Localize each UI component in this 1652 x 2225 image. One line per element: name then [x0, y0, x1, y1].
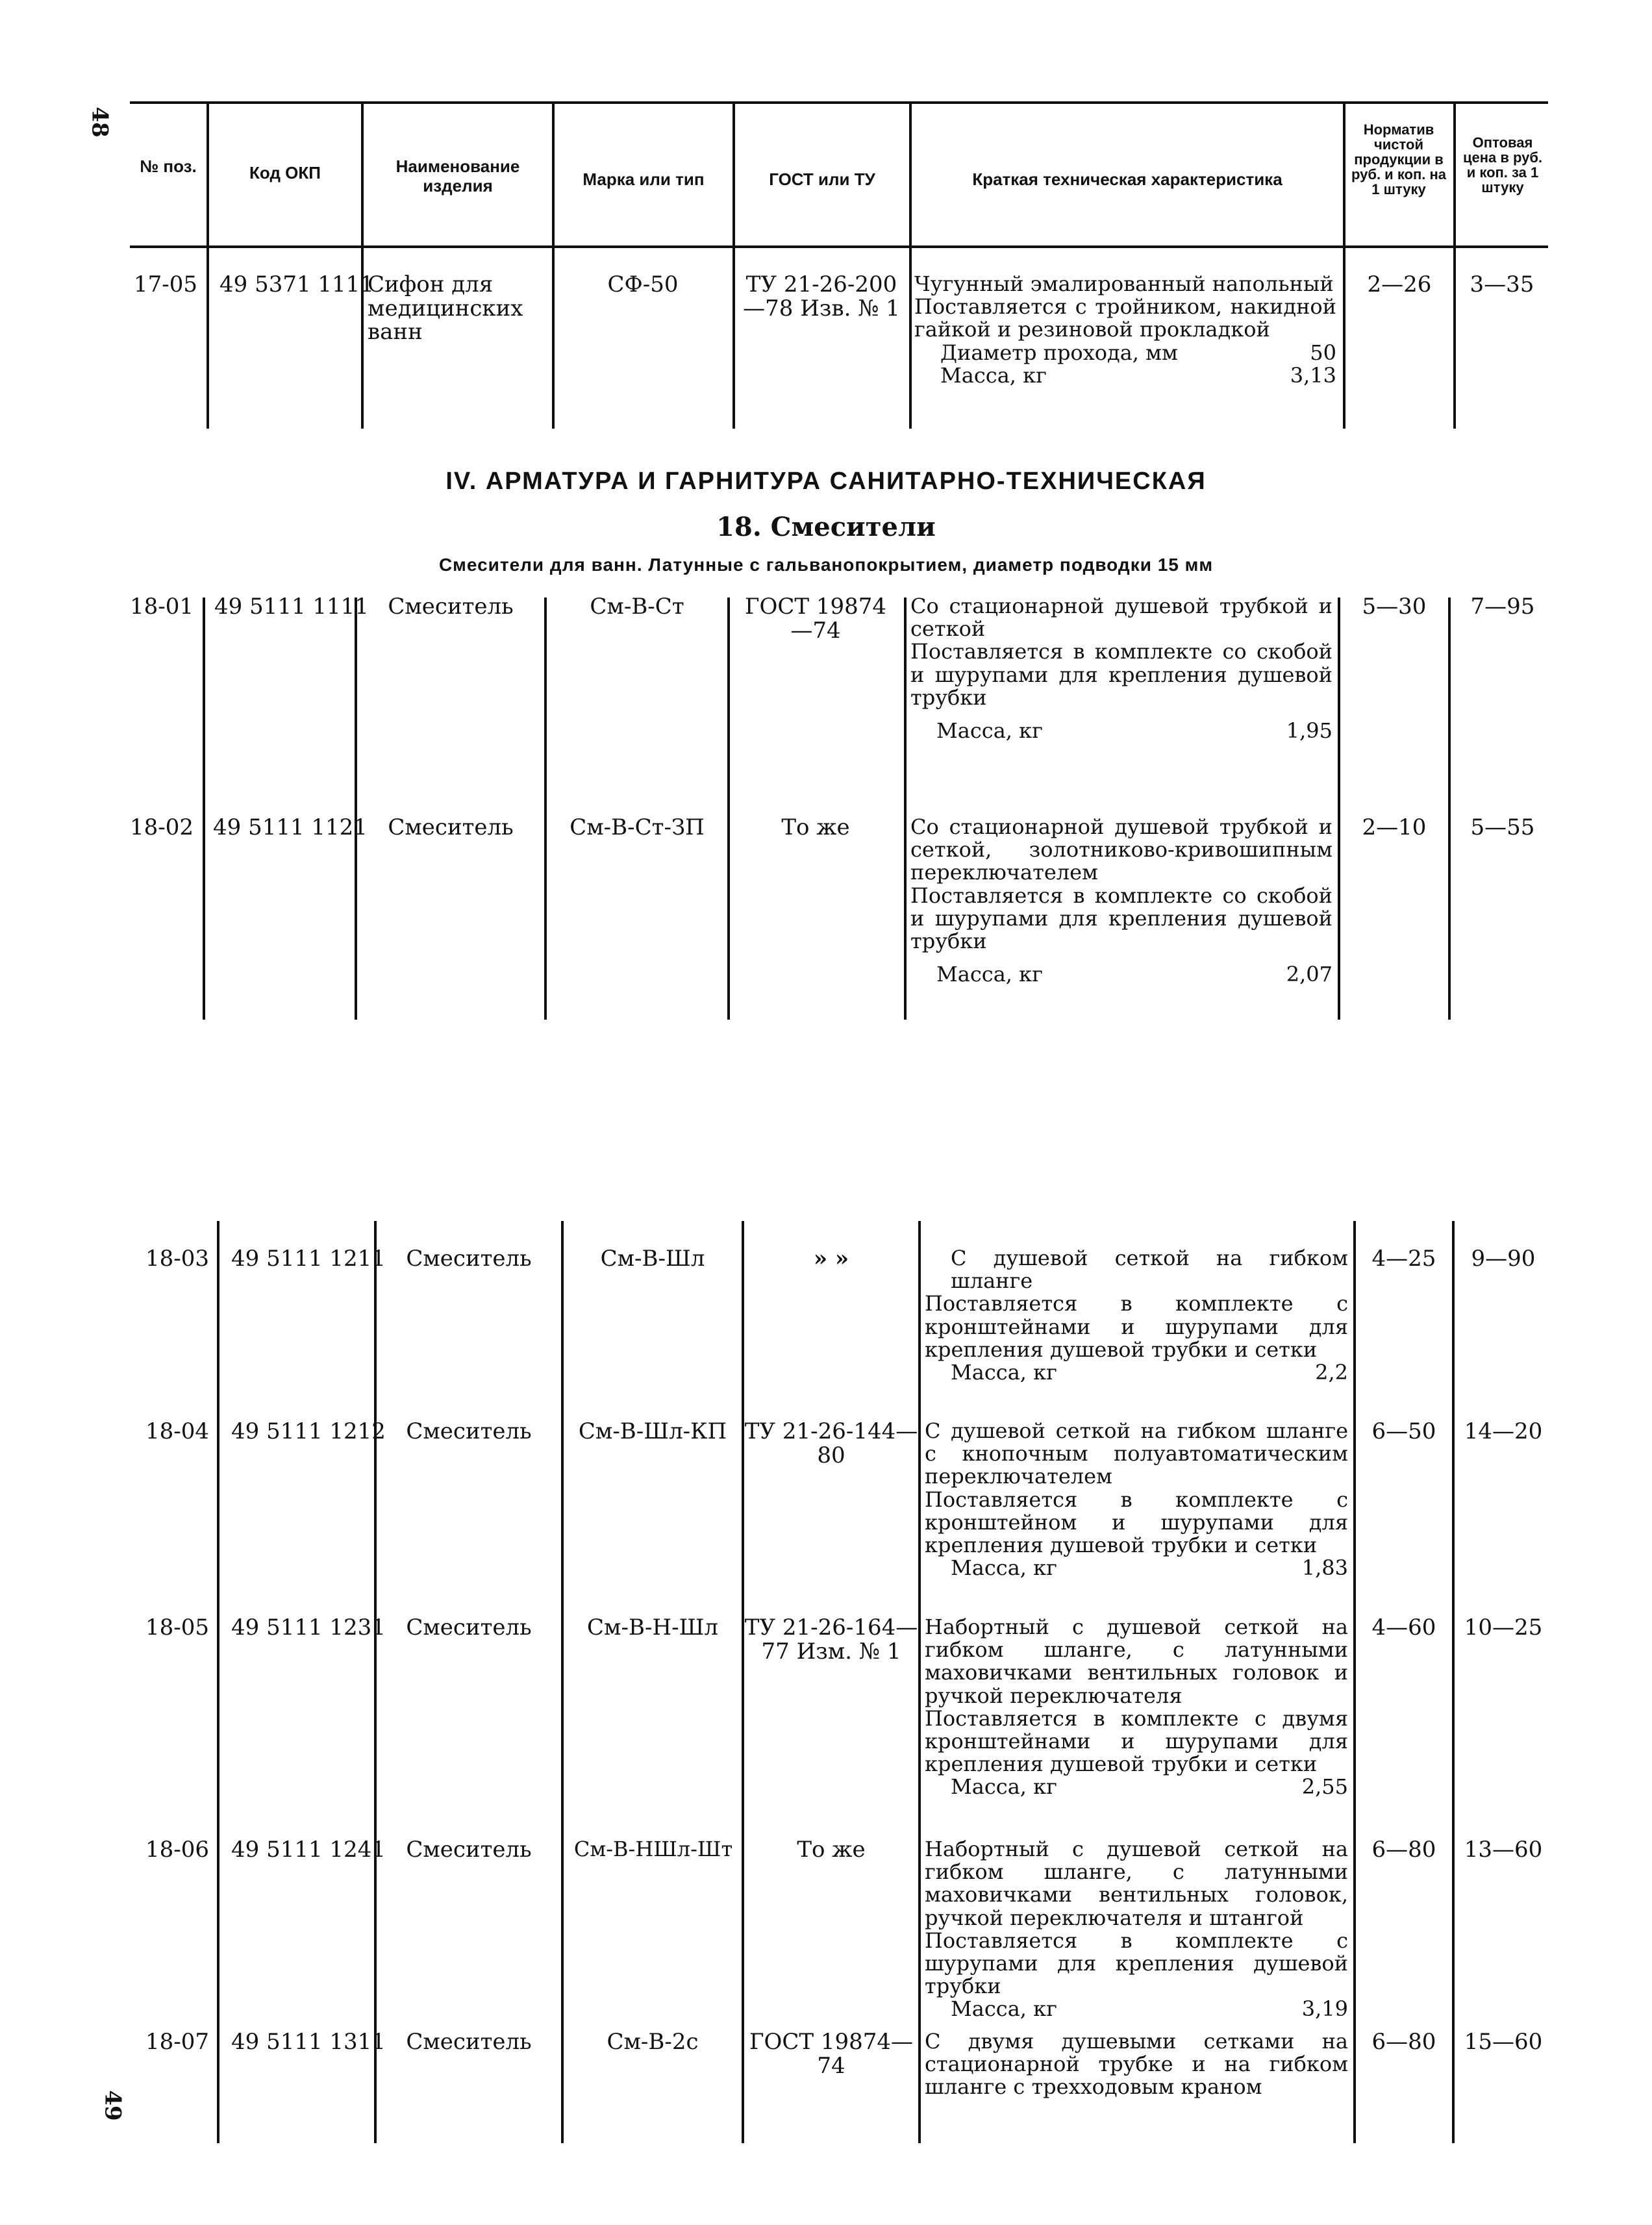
row-gost: ГОСТ 19874—74: [749, 2029, 914, 2079]
row-description: [925, 1838, 1348, 2021]
row-description: [910, 816, 1333, 986]
row-name: Смеситель: [406, 1837, 532, 1863]
row-pos: 18-06: [145, 1837, 210, 1863]
row-price: 5—55: [1470, 814, 1535, 840]
section-subtitle: 18. Смесители: [716, 512, 936, 542]
header-price: Оптовая цена в руб. и коп. за 1 штуку: [1462, 134, 1543, 196]
row-mass: [925, 1998, 1348, 2020]
row-pos: 18-04: [145, 1418, 210, 1444]
row-name: Смеситель: [388, 594, 514, 620]
row-norm: 5—30: [1362, 594, 1427, 620]
row-pos: 18-07: [145, 2029, 210, 2055]
section-note: Смесители для ванн. Латунные с гальванопокрытием, диаметр подводки 15 мм: [438, 555, 1214, 575]
row-pos: 18-03: [145, 1246, 210, 1272]
row-desc-main: С душевой сеткой на гибком шланге: [951, 1246, 1348, 1294]
mass-value: 2,2: [1315, 1359, 1348, 1385]
page-number-top: 48: [86, 107, 113, 138]
row-name: Смеситель: [406, 2029, 532, 2055]
row-okp: 49 5111 1231: [231, 1615, 386, 1640]
row-desc-supply: Поставляется в комплекте со скобой и шурупами для крепления душевой трубки: [910, 883, 1333, 953]
row-mass: [925, 1776, 1348, 1798]
row-desc-main: Набортный с душевой сеткой на гибком шланге, с латунными маховичками вентильных головок и ручкой переключателя: [925, 1615, 1348, 1708]
row-gost: ГОСТ 19874—74: [744, 594, 887, 644]
row-pos: 17-05: [134, 271, 198, 297]
header-gost: ГОСТ или ТУ: [769, 170, 875, 189]
mass-label: Масса, кг: [940, 362, 1047, 388]
row-desc-supply: Поставляется в комплекте с двумя кронштейнами и шурупами для крепления душевой трубки и сетки: [925, 1705, 1348, 1777]
mass-label: Масса, кг: [951, 1996, 1057, 2022]
mass-label: Масса, кг: [936, 962, 1043, 987]
row-desc-supply: Поставляется в комплекте со скобой и шурупами для крепления душевой трубки: [910, 639, 1333, 710]
row-norm: 6—80: [1371, 1837, 1436, 1863]
row-price: 14—20: [1464, 1418, 1543, 1444]
row-desc-main: Набортный с душевой сеткой на гибком шланге, с латунными маховичками вентильных головок, ручкой переключателя и штангой: [925, 1837, 1348, 1930]
row-norm: 6—80: [1371, 2029, 1436, 2055]
row-description: [925, 1616, 1348, 1799]
row-mass: [925, 1557, 1348, 1579]
row-desc-main: Чугунный эмалированный напольный: [914, 271, 1334, 296]
row-price: 7—95: [1470, 594, 1535, 620]
row-description: [925, 1247, 1348, 1384]
header-okp: Код ОКП: [249, 163, 321, 182]
row-price: 3—35: [1470, 271, 1534, 297]
row-name: Смеситель: [406, 1615, 532, 1640]
row-price: 15—60: [1464, 2029, 1543, 2055]
header-spec: Краткая техническая характеристика: [972, 170, 1283, 189]
row-okp: 49 5111 1241: [231, 1837, 386, 1863]
row-okp: 49 5371 1111: [219, 271, 374, 297]
mass-label: Масса, кг: [951, 1555, 1057, 1581]
diameter-label: Диаметр прохода, мм: [940, 340, 1178, 365]
row-norm: 6—50: [1371, 1418, 1436, 1444]
diameter-value: 50: [1310, 340, 1336, 365]
row-price: 9—90: [1471, 1246, 1536, 1272]
row-pos: 18-02: [130, 814, 194, 840]
row-mass: [910, 720, 1333, 742]
row-gost: То же: [797, 1837, 866, 1863]
row-okp: 49 5111 1121: [213, 814, 368, 840]
row-okp: 49 5111 1111: [214, 594, 369, 620]
row-gost: ТУ 21-26-164—77 Изм. № 1: [744, 1615, 918, 1665]
row-okp: 49 5111 1311: [231, 2029, 386, 2055]
mass-value: 1,83: [1301, 1555, 1348, 1581]
section-title: IV. АРМАТУРА И ГАРНИТУРА САНИТАРНО-ТЕХНИЧЕСКАЯ: [445, 468, 1207, 495]
mass-value: 3,19: [1301, 1996, 1348, 2022]
row-brand: См-В-Шл: [600, 1246, 705, 1272]
row-name: Смеситель: [406, 1246, 532, 1272]
row-mass: [910, 963, 1333, 986]
row-brand: См-В-2с: [607, 2029, 699, 2055]
mass-label: Масса, кг: [951, 1359, 1057, 1385]
row-okp: 49 5111 1212: [231, 1418, 386, 1444]
row-description: [914, 273, 1336, 387]
mass-value: 2,55: [1301, 1774, 1348, 1800]
mass-value: 1,95: [1286, 718, 1333, 743]
row-norm: 4—60: [1371, 1615, 1436, 1640]
row-desc-supply: Поставляется в комплекте с шурупами для крепления душевой трубки: [925, 1928, 1348, 1999]
row-pos: 18-05: [145, 1615, 210, 1640]
row-brand: См-В-Шл-КП: [578, 1418, 727, 1444]
row-norm: 2—26: [1367, 271, 1432, 297]
row-price: 13—60: [1464, 1837, 1543, 1863]
header-pos: № поз.: [140, 157, 197, 176]
mass-label: Масса, кг: [936, 718, 1043, 743]
mass-label: Масса, кг: [951, 1774, 1057, 1800]
row-mass: [914, 364, 1336, 387]
row-brand: СФ-50: [607, 271, 679, 297]
mass-value: 2,07: [1286, 962, 1333, 987]
row-name: Смеситель: [406, 1418, 532, 1444]
header-name: Наименование изделия: [395, 157, 520, 195]
row-desc-supply: Поставляется в комплекте с кронштейнами и шурупами для крепления душевой трубки и сетки: [925, 1291, 1348, 1362]
row-name: Смеситель: [388, 814, 514, 840]
row-diameter: [914, 342, 1336, 364]
row-gost: ТУ 21-26-144—80: [744, 1418, 918, 1468]
row-pos: 18-01: [130, 594, 194, 620]
page-number-bottom: 49: [99, 2090, 126, 2121]
row-gost: ТУ 21-26-200—78 Изв. № 1: [743, 271, 900, 321]
header-norm: Норматив чистой продукции в руб. и коп. на 1 штуку: [1351, 121, 1447, 198]
row-mass: [925, 1361, 1348, 1384]
row-desc-main: С душевой сеткой на гибком шланге с кнопочным полуавтоматическим переключателем: [925, 1418, 1348, 1489]
row-desc-main: Со стационарной душевой трубкой и сеткой: [910, 594, 1333, 642]
row-description: [910, 595, 1333, 742]
header-brand: Марка или тип: [582, 170, 705, 189]
row-name: Сифон для медицинских ванн: [368, 271, 523, 346]
row-desc-main: Со стационарной душевой трубкой и сеткой, золотниково-кривошипным переключателем: [910, 814, 1333, 885]
row-brand: См-В-Ст-ЗП: [569, 814, 705, 840]
row-norm: 4—25: [1371, 1246, 1436, 1272]
row-gost: » »: [813, 1246, 849, 1272]
mass-value: 3,13: [1290, 362, 1336, 388]
row-norm: 2—10: [1362, 814, 1427, 840]
row-brand: См-В-Ст: [590, 594, 684, 620]
row-description: [925, 2030, 1348, 2099]
row-brand: См-В-НШл-Шт: [573, 1837, 733, 1861]
row-description: [925, 1420, 1348, 1579]
row-price: 10—25: [1464, 1615, 1543, 1640]
row-desc-main: С двумя душевыми сетками на стационарной трубке и на гибком шланге с трехходовым краном: [925, 2029, 1348, 2100]
row-desc-supply: Поставляется в комплекте с кронштейном и шурупами для крепления душевой трубки и сетки: [925, 1487, 1348, 1557]
row-desc-supply: Поставляется с тройником, накидной гайкой и резиновой прокладкой: [914, 294, 1336, 342]
row-brand: См-В-Н-Шл: [587, 1615, 718, 1640]
row-okp: 49 5111 1211: [231, 1246, 386, 1272]
row-gost: То же: [781, 814, 850, 840]
